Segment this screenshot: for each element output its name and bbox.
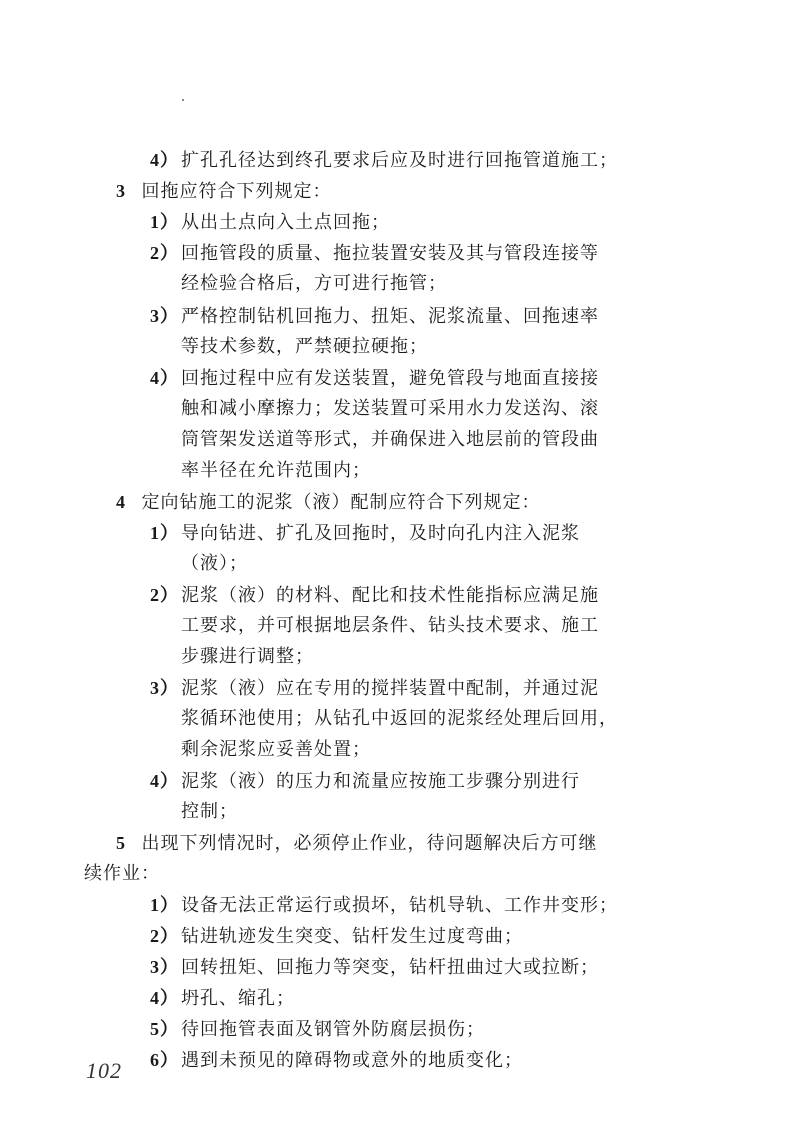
item-text: 步骤进行调整； [181, 646, 314, 667]
item-text: 泥浆（液）应在专用的搅拌装置中配制，并通过泥 [181, 678, 599, 699]
item-text: 控制； [181, 801, 238, 822]
list-item-continuation [181, 270, 447, 298]
item-text: 泥浆（液）的材料、配比和技术性能指标应满足施 [181, 585, 599, 606]
list-item-continuation [181, 426, 599, 454]
list-item [150, 146, 618, 175]
list-item [150, 767, 580, 796]
item-number: 4） [150, 368, 179, 388]
item-text: 率半径在允许范围内； [181, 460, 371, 481]
item-number: 4） [150, 771, 179, 791]
item-number: 1） [150, 212, 179, 232]
item-number: 1） [150, 523, 179, 543]
list-item [150, 208, 390, 237]
item-number: 3） [150, 957, 179, 977]
clause-heading [116, 488, 540, 517]
list-item-continuation [181, 798, 238, 826]
page-number: 102 [86, 1058, 122, 1083]
list-item [150, 239, 599, 268]
item-text: 从出土点向入土点回拖； [181, 212, 390, 233]
item-number: 3） [150, 678, 179, 698]
item-number: 5） [150, 1019, 179, 1039]
item-text: 遇到未预见的障碍物或意外的地质变化； [181, 1050, 523, 1071]
list-item-continuation [181, 643, 314, 671]
clause-heading [116, 177, 331, 206]
clause-text: 出现下列情况时，必须停止作业，待问题解决后方可继 [141, 833, 598, 854]
item-number: 3） [150, 306, 179, 326]
item-text: 钻进轨迹发生突变、钻杆发生过度弯曲； [181, 926, 523, 947]
clause-text: 续作业： [84, 863, 160, 884]
item-text: 泥浆（液）的压力和流量应按施工步骤分别进行 [181, 771, 580, 792]
clause-number: 3 [116, 181, 126, 201]
clause-number: 4 [116, 492, 126, 512]
clause-continuation [84, 860, 160, 888]
item-text: 剩余泥浆应妥善处置； [181, 739, 371, 760]
clause-number: 5 [116, 833, 126, 853]
clause-heading [116, 829, 597, 858]
item-text: 坍孔、缩孔； [181, 988, 295, 1009]
clause-text: 定向钻施工的泥浆（液）配制应符合下列规定： [141, 492, 541, 513]
clause-text: 回拖应符合下列规定： [141, 181, 332, 202]
list-item-continuation [181, 550, 248, 578]
item-text: 严格控制钻机回拖力、扭矩、泥浆流量、回拖速率 [181, 306, 599, 327]
list-item-continuation [181, 395, 599, 423]
list-item [150, 1015, 485, 1044]
list-item-continuation [181, 612, 599, 640]
item-text: 浆循环池使用；从钻孔中返回的泥浆经处理后回用， [181, 708, 618, 729]
list-item [150, 581, 599, 610]
item-number: 1） [150, 895, 179, 915]
item-number: 2） [150, 585, 179, 605]
item-number: 2） [150, 243, 179, 263]
list-item [150, 519, 580, 548]
list-item [150, 1046, 523, 1075]
item-text: （液）； [181, 553, 248, 574]
list-item [150, 953, 599, 982]
list-item [150, 674, 599, 703]
item-text: 回转扭矩、回拖力等突变，钻杆扭曲过大或拉断； [181, 957, 599, 978]
item-text: 筒管架发送道等形式，并确保进入地层前的管段曲 [181, 429, 599, 450]
item-number: 4） [150, 988, 179, 1008]
scan-speck [182, 99, 184, 101]
item-text: 经检验合格后，方可进行拖管； [181, 273, 447, 294]
list-item [150, 302, 599, 331]
list-item-continuation [181, 333, 428, 361]
item-text: 设备无法正常运行或损坏，钻机导轨、工作井变形； [181, 895, 618, 916]
item-number: 6） [150, 1050, 179, 1070]
item-text: 扩孔孔径达到终孔要求后应及时进行回拖管道施工； [181, 150, 618, 171]
list-item-continuation [181, 736, 371, 764]
list-item [150, 364, 599, 393]
item-text: 等技术参数，严禁硬拉硬拖； [181, 336, 428, 357]
list-item-continuation [181, 457, 371, 485]
list-item [150, 984, 295, 1013]
item-text: 导向钻进、扩孔及回拖时，及时向孔内注入泥浆 [181, 523, 580, 544]
item-text: 工要求，并可根据地层条件、钻头技术要求、施工 [181, 615, 599, 636]
item-text: 回拖过程中应有发送装置，避免管段与地面直接接 [181, 368, 599, 389]
item-text: 待回拖管表面及钢管外防腐层损伤； [181, 1019, 485, 1040]
list-item [150, 891, 618, 920]
item-text: 回拖管段的质量、拖拉装置安装及其与管段连接等 [181, 243, 599, 264]
item-text: 触和减小摩擦力；发送装置可采用水力发送沟、滚 [181, 398, 599, 419]
list-item-continuation [181, 705, 618, 733]
list-item [150, 922, 523, 951]
item-number: 2） [150, 926, 179, 946]
item-number: 4） [150, 150, 179, 170]
